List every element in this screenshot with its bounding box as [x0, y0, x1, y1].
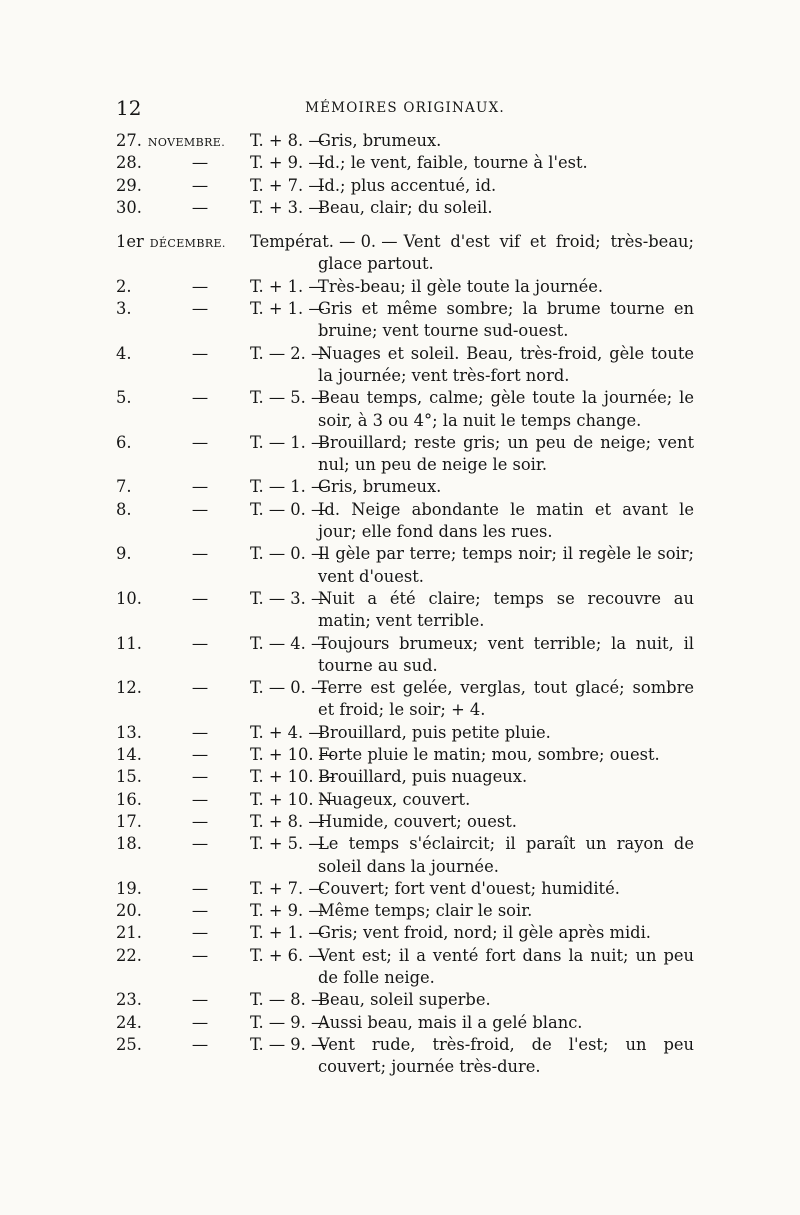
weather-description: Brouillard; reste gris; un peu de neige; vent nul; un peu de neige le soir.: [318, 432, 694, 475]
log-entry: [116, 343, 694, 388]
entry-day: [116, 476, 132, 498]
temperature: T. + 3. —: [250, 197, 325, 217]
day-number: 27.: [116, 131, 142, 150]
ditto-mark: —: [191, 767, 209, 787]
weather-log: [116, 130, 694, 1078]
ditto-mark: —: [191, 388, 209, 408]
entry-day: [116, 387, 132, 409]
weather-description: Forte pluie le matin; mou, sombre; ouest.: [318, 745, 660, 765]
ditto-mark: —: [191, 633, 209, 653]
weather-description: Nuages et soleil. Beau, très-froid, gèle toute la journée; vent très-fort nord.: [318, 343, 694, 385]
day-number: 18.: [116, 834, 142, 854]
day-number: 19.: [116, 878, 142, 898]
temperature: T. — 3. —: [250, 588, 328, 608]
ditto-mark: —: [191, 745, 209, 765]
weather-description: Il gèle par terre; temps noir; il regèle le soir; vent d'ouest.: [318, 544, 694, 586]
day-number: 12.: [116, 678, 142, 698]
entry-day: [116, 677, 142, 699]
weather-description: Brouillard, puis petite pluie.: [318, 722, 551, 742]
entry-day: [116, 989, 142, 1011]
entry-day: [116, 766, 142, 788]
temperature: T. + 10. —: [250, 767, 335, 787]
weather-description: Vent rude, très-froid, de l'est; un peu couvert; journée très-dure.: [318, 1034, 694, 1077]
log-entry: [116, 744, 694, 766]
temperature: T. — 8. —: [250, 990, 328, 1010]
entry-day: [116, 922, 142, 944]
temperature: T. + 10. —: [250, 745, 335, 765]
day-number: 8.: [116, 499, 132, 519]
day-number: 30.: [116, 197, 142, 217]
entry-day: [116, 588, 142, 610]
weather-description: Humide, couvert; ouest.: [318, 811, 517, 831]
temperature: T. + 1. —: [250, 276, 325, 296]
log-entry: [116, 152, 694, 174]
page-number: 12: [116, 96, 142, 120]
log-entry: [116, 722, 694, 744]
entry-day: [116, 298, 132, 320]
entry-day: [116, 945, 142, 967]
weather-description: Vent d'est vif et froid; très-beau; glace partout.: [318, 232, 694, 274]
day-number: 1er: [116, 232, 144, 252]
weather-description: Beau, clair; du soleil.: [318, 197, 493, 217]
day-number: 22.: [116, 945, 142, 965]
day-number: 9.: [116, 544, 132, 564]
ditto-mark: —: [191, 197, 209, 217]
day-number: 20.: [116, 901, 142, 921]
entry-day: [116, 878, 142, 900]
ditto-mark: —: [191, 343, 209, 363]
temperature: T. + 1. —: [250, 923, 325, 943]
day-number: 2.: [116, 276, 132, 296]
temperature: T. + 4. —: [250, 722, 325, 742]
month-label: NOVEMBRE.: [147, 136, 226, 149]
log-entry: [116, 588, 694, 633]
ditto-mark: —: [191, 834, 209, 854]
temperature: T. — 9. —: [250, 1034, 328, 1054]
log-entry: [116, 130, 694, 152]
ditto-mark: —: [191, 544, 209, 564]
ditto-mark: —: [191, 175, 209, 195]
temperature: T. + 8. —: [250, 131, 325, 150]
running-title: MÉMOIRES ORIGINAUX.: [305, 100, 505, 116]
log-entry: [116, 387, 694, 432]
entry-day: [116, 499, 132, 521]
entry-day: [116, 231, 226, 255]
day-number: 3.: [116, 299, 132, 319]
entry-day: [116, 900, 142, 922]
entry-day: [116, 744, 142, 766]
temperature: T. — 0. —: [250, 544, 328, 564]
weather-description: Couvert; fort vent d'ouest; humidité.: [318, 878, 620, 898]
log-entry: [116, 499, 694, 544]
temperature: T. + 8. —: [250, 811, 325, 831]
temperature: T. — 4. —: [250, 633, 328, 653]
log-entry: [116, 945, 694, 990]
day-number: 4.: [116, 343, 132, 363]
weather-description: Aussi beau, mais il a gelé blanc.: [318, 1012, 583, 1032]
log-entry: [116, 811, 694, 833]
weather-description: Gris, brumeux.: [318, 477, 442, 497]
day-number: 23.: [116, 990, 142, 1010]
log-entry: [116, 766, 694, 788]
temperature: T. — 0. —: [250, 499, 328, 519]
ditto-mark: —: [191, 299, 209, 319]
log-entry: [116, 175, 694, 197]
ditto-mark: —: [191, 153, 209, 173]
weather-description: Beau temps, calme; gèle toute la journée; le soir, à 3 ou 4°; la nuit le temps change.: [318, 388, 694, 430]
entry-day: [116, 811, 142, 833]
day-number: 16.: [116, 789, 142, 809]
entry-day: [116, 130, 225, 154]
log-entry: [116, 789, 694, 811]
temperature: T. — 5. —: [250, 388, 328, 408]
temperature: T. + 5. —: [250, 834, 325, 854]
day-number: 17.: [116, 811, 142, 831]
ditto-mark: —: [191, 901, 209, 921]
log-entry: [116, 1034, 694, 1079]
weather-description: Nuageux, couvert.: [318, 789, 471, 809]
ditto-mark: —: [191, 276, 209, 296]
entry-day: [116, 343, 132, 365]
entry-day: [116, 1034, 142, 1056]
ditto-mark: —: [191, 722, 209, 742]
weather-description: Nuit a été claire; temps se recouvre au matin; vent terrible.: [318, 588, 694, 631]
day-number: 28.: [116, 153, 142, 173]
log-entry: [116, 900, 694, 922]
entry-day: [116, 722, 142, 744]
entry-day: [116, 432, 132, 454]
log-entry: [116, 633, 694, 678]
page-header: [116, 96, 694, 126]
temperature: T. — 1. —: [250, 432, 328, 452]
temperature: T. + 7. —: [250, 175, 325, 195]
temperature: T. — 1. —: [250, 477, 328, 497]
ditto-mark: —: [191, 1012, 209, 1032]
entry-day: [116, 833, 142, 855]
weather-description: Toujours brumeux; vent terrible; la nuit, il tourne au sud.: [318, 633, 694, 675]
day-number: 6.: [116, 432, 132, 452]
temperature: T. + 10. —: [250, 789, 335, 809]
weather-description: Id.; le vent, faible, tourne à l'est.: [318, 153, 588, 173]
log-entry: [116, 1012, 694, 1034]
log-entry: [116, 432, 694, 477]
temperature: T. + 9. —: [250, 901, 325, 921]
weather-description: Gris; vent froid, nord; il gèle après midi.: [318, 923, 651, 943]
log-entry: [116, 878, 694, 900]
weather-description: Gris et même sombre; la brume tourne en bruine; vent tourne sud-ouest.: [318, 299, 694, 341]
entry-day: [116, 152, 142, 174]
ditto-mark: —: [191, 432, 209, 452]
entry-day: [116, 175, 142, 197]
weather-description: Terre est gelée, verglas, tout glacé; sombre et froid; le soir; + 4.: [318, 678, 694, 720]
log-entry: [116, 677, 694, 722]
day-number: 25.: [116, 1034, 142, 1054]
temperature: T. — 0. —: [250, 678, 328, 698]
day-number: 11.: [116, 633, 142, 653]
ditto-mark: —: [191, 789, 209, 809]
ditto-mark: —: [191, 1034, 209, 1054]
entry-day: [116, 1012, 142, 1034]
temperature: T. + 7. —: [250, 878, 325, 898]
log-entry: [116, 276, 694, 298]
temperature: T. + 1. —: [250, 299, 325, 319]
weather-description: Id.; plus accentué, id.: [318, 175, 497, 195]
log-entry: [116, 989, 694, 1011]
ditto-mark: —: [191, 811, 209, 831]
temperature: T. — 9. —: [250, 1012, 328, 1032]
temperature: T. + 6. —: [250, 945, 325, 965]
weather-description: Gris, brumeux.: [318, 131, 442, 150]
ditto-mark: —: [191, 499, 209, 519]
weather-description: Même temps; clair le soir.: [318, 901, 533, 921]
entry-day: [116, 543, 132, 565]
entry-day: [116, 276, 132, 298]
day-number: 29.: [116, 175, 142, 195]
day-number: 10.: [116, 588, 142, 608]
weather-description: Le temps s'éclaircit; il paraît un rayon de soleil dans la journée.: [318, 834, 694, 876]
ditto-mark: —: [191, 990, 209, 1010]
weather-description: Vent est; il a venté fort dans la nuit; un peu de folle neige.: [318, 945, 694, 987]
log-entry: [116, 231, 694, 276]
weather-description: Beau, soleil superbe.: [318, 990, 491, 1010]
log-entry: [116, 833, 694, 878]
log-entry: [116, 476, 694, 498]
ditto-mark: —: [191, 945, 209, 965]
ditto-mark: —: [191, 923, 209, 943]
ditto-mark: —: [191, 588, 209, 608]
entry-day: [116, 789, 142, 811]
day-number: 15.: [116, 767, 142, 787]
temperature: T. + 9. —: [250, 153, 325, 173]
day-number: 5.: [116, 388, 132, 408]
temperature: T. — 2. —: [250, 343, 328, 363]
day-number: 13.: [116, 722, 142, 742]
day-number: 24.: [116, 1012, 142, 1032]
entry-day: [116, 633, 142, 655]
entry-day: [116, 197, 142, 219]
weather-description: Brouillard, puis nuageux.: [318, 767, 528, 787]
ditto-mark: —: [191, 678, 209, 698]
month-label: DÉCEMBRE.: [149, 237, 226, 251]
log-entry: [116, 298, 694, 343]
weather-description: Très-beau; il gèle toute la journée.: [318, 276, 604, 296]
log-entry: [116, 922, 694, 944]
day-number: 7.: [116, 477, 132, 497]
log-entry: [116, 543, 694, 588]
day-number: 14.: [116, 745, 142, 765]
weather-description: Id. Neige abondante le matin et avant le jour; elle fond dans les rues.: [318, 499, 694, 542]
ditto-mark: —: [191, 477, 209, 497]
ditto-mark: —: [191, 878, 209, 898]
temperature: Températ. — 0. —: [250, 232, 398, 252]
day-number: 21.: [116, 923, 142, 943]
log-entry: [116, 197, 694, 219]
